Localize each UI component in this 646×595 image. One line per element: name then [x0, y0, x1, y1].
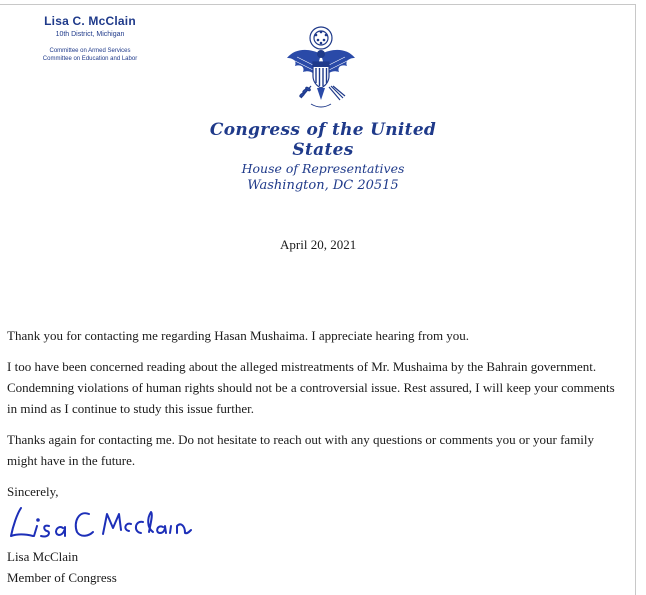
body-paragraph: Thanks again for contacting me. Do not hesitate to reach out with any questions or comments you or your family might have in the future.: [7, 432, 595, 468]
body-paragraph: I too have been concerned reading about the alleged mistreatments of Mr. Mushaima by the Bahrain government. Condemning violations of human rights should not be a controversial issue. Rest assured, I will keep your comments in mind as I continue to study this issue further.: [7, 359, 615, 416]
member-name: Lisa C. McClain: [44, 14, 136, 28]
signer-block: [7, 546, 117, 588]
eagle-seal-icon: [283, 24, 359, 112]
letterhead-chamber: House of Representatives: [241, 161, 405, 176]
committee-item: Committee on Armed Services: [49, 48, 131, 54]
letterhead-title: Congress of the United States: [209, 120, 437, 160]
member-header: [0, 14, 180, 63]
body-paragraph: Thank you for contacting me regarding Hasan Mushaima. I appreciate hearing from you.: [7, 328, 470, 343]
member-district: 10th District, Michigan: [55, 31, 125, 38]
letterhead: [180, 120, 466, 194]
committee-item: Committee on Education and Labor: [42, 56, 138, 62]
letterhead-city: Washington, DC 20515: [247, 178, 399, 193]
letter-body: [7, 325, 627, 481]
handwritten-signature: [7, 500, 192, 544]
signer-name: Lisa McClain: [7, 549, 79, 564]
closing: Sincerely,: [7, 484, 59, 499]
letter-date: April 20, 2021: [280, 237, 357, 252]
committee-list: [0, 47, 180, 63]
signer-title: Member of Congress: [7, 570, 117, 585]
